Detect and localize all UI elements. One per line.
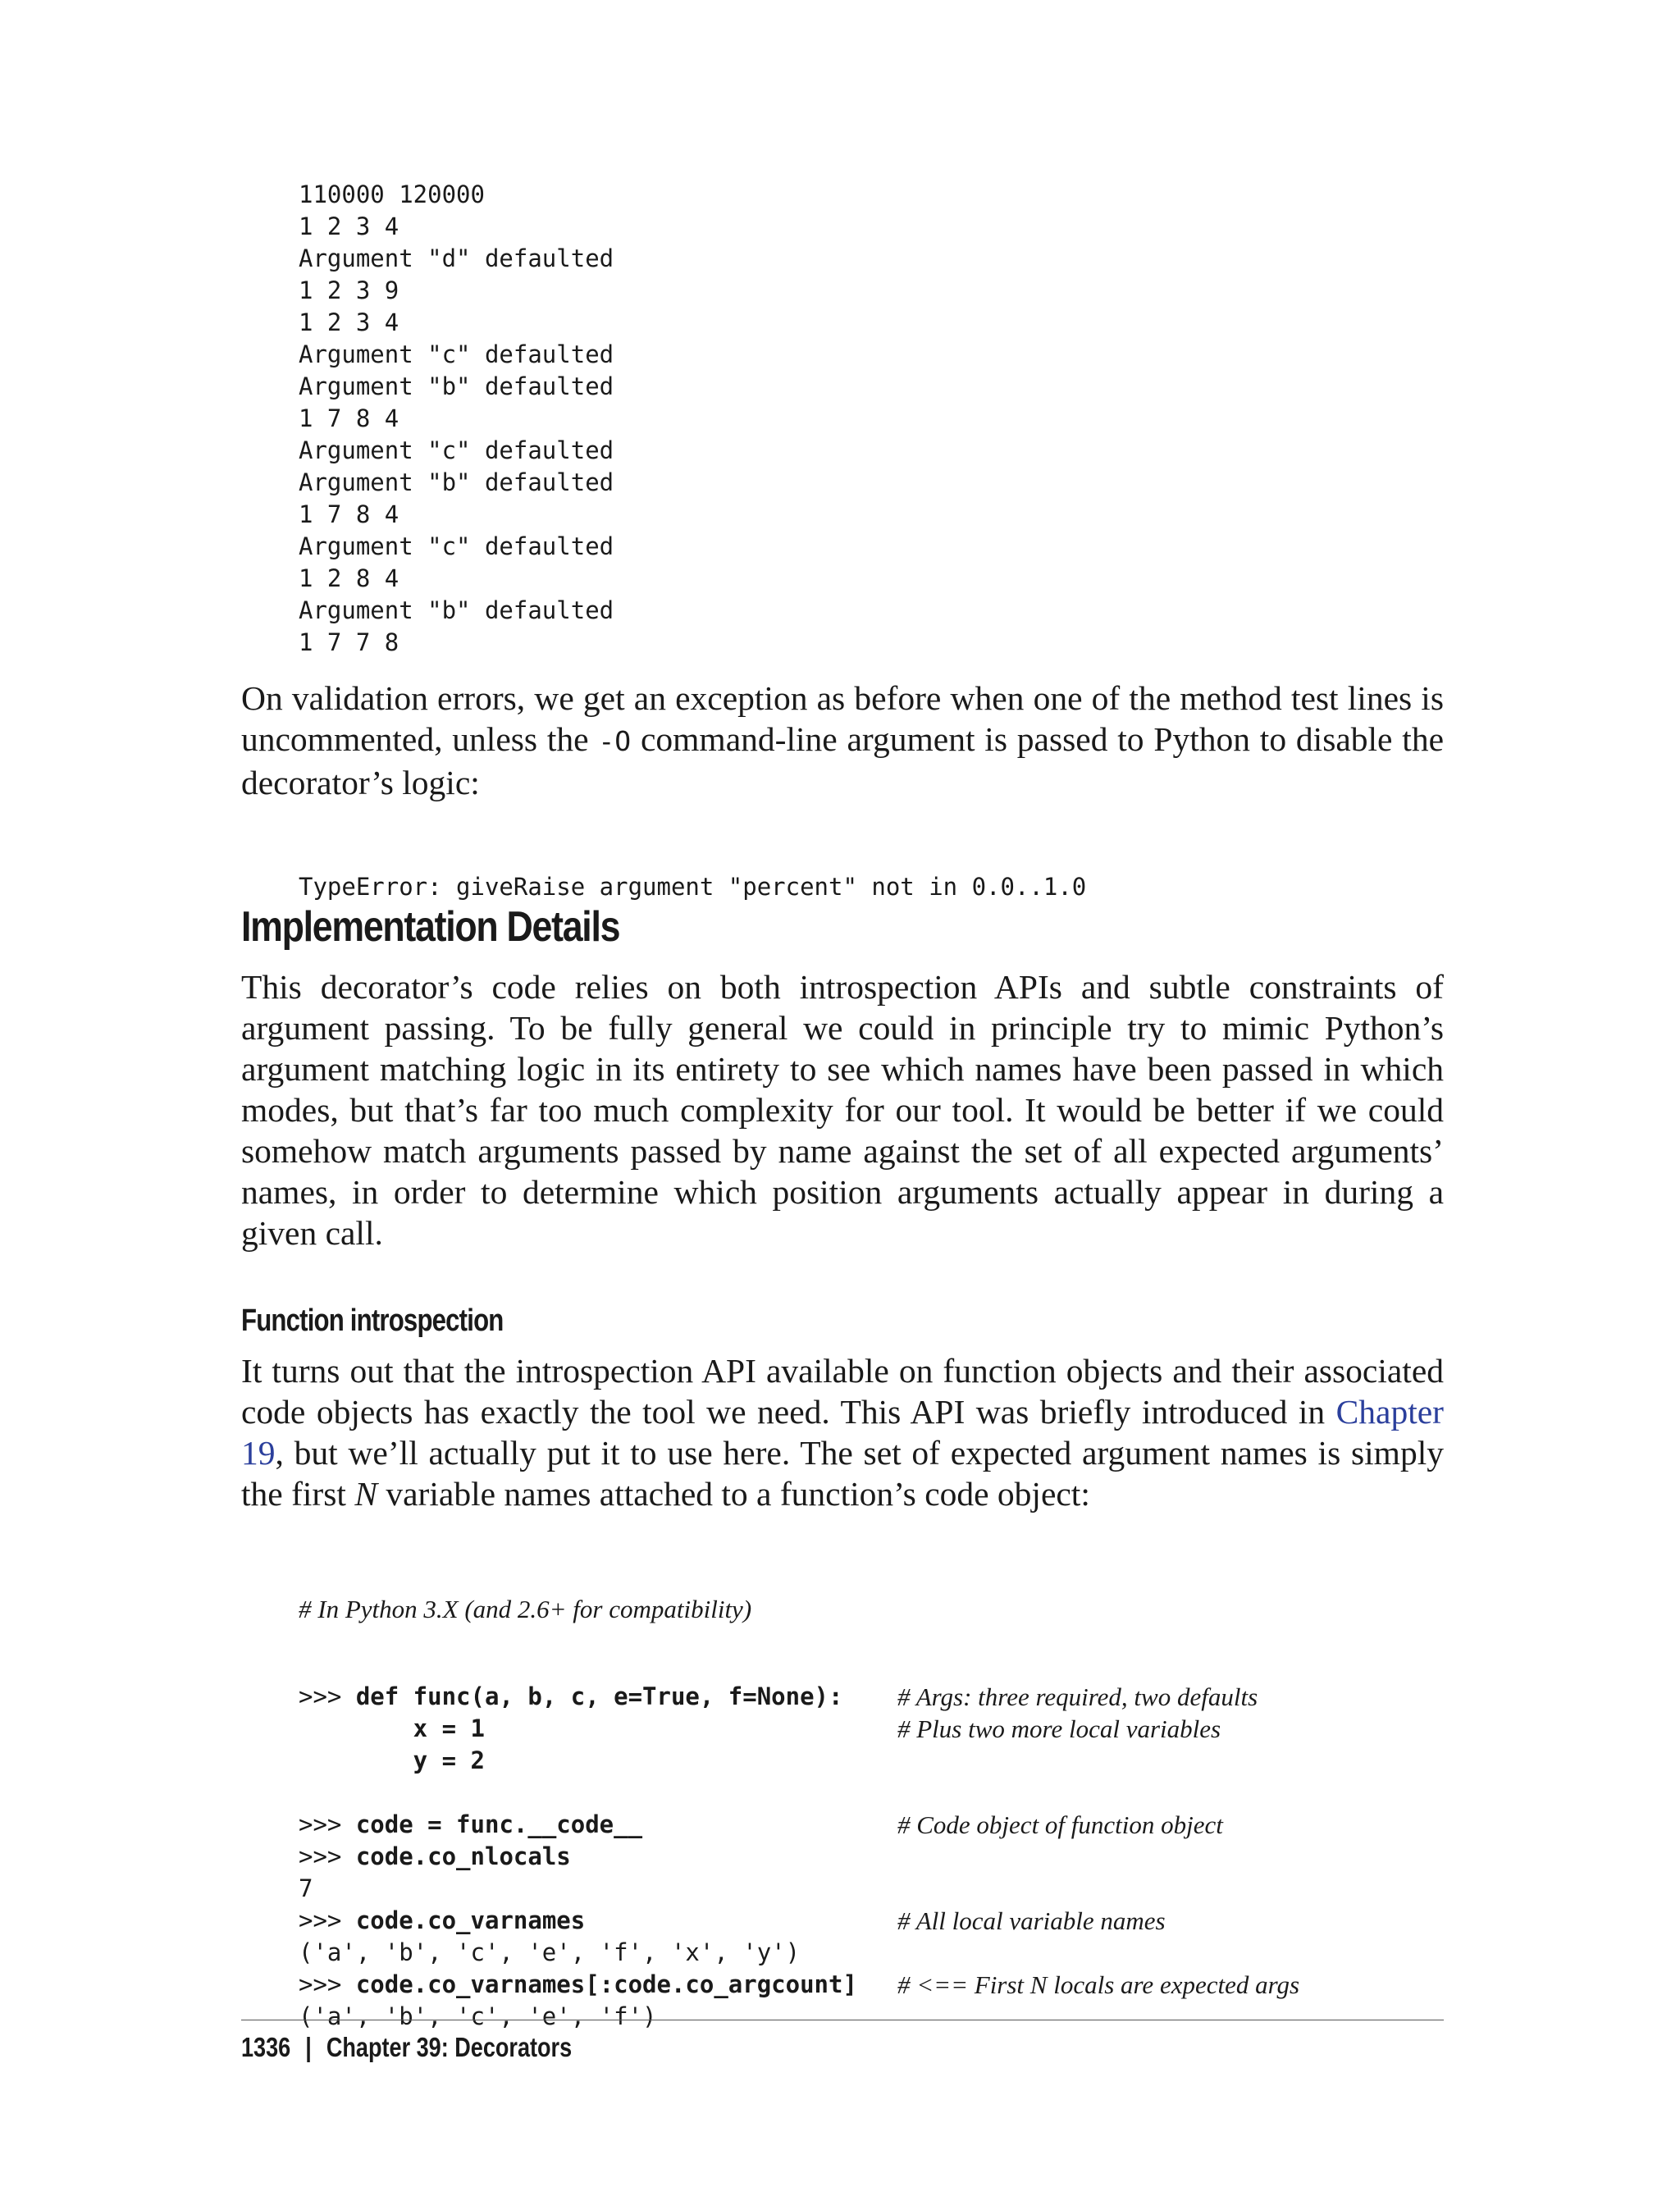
code-comment: # <== First N locals are expected args	[897, 1970, 1300, 1999]
output-line: Argument "c" defaulted	[299, 340, 614, 368]
inline-code-flag: -O	[598, 725, 632, 757]
para3-text-after: variable names attached to a function’s code object:	[377, 1475, 1090, 1513]
code-line	[299, 1873, 1365, 1905]
code-line	[299, 1809, 1365, 1841]
chapter-link[interactable]: Chapter 19	[241, 1393, 1444, 1472]
output-line: Argument "b" defaulted	[299, 372, 614, 400]
repl-prompt: >>>	[299, 1842, 356, 1870]
output-line: 1 2 3 4	[299, 212, 399, 240]
output-line: 1 7 8 4	[299, 500, 399, 528]
output-line: 1 2 3 4	[299, 308, 399, 336]
para1-text-before: On validation errors, we get an exception as before when one of the method test lines is uncommented, unless the	[241, 679, 1444, 758]
paragraph-implementation: This decorator’s code relies on both introspection APIs and subtle constraints of argument passing. To be fully general we could in principle try to mimic Python’s argument matching logic in its entirety to see which names have been passed in which modes, but that’s far too much complexity for our tool. It would be better if we could somehow match arguments passed by name against the set of all expected arguments’ names, in order to determine which position arguments actually appear in during a given call.	[241, 968, 1444, 1252]
code-output: ('a', 'b', 'c', 'e', 'f')	[299, 2002, 657, 2030]
math-variable: N	[354, 1475, 377, 1513]
code-line	[299, 1713, 1365, 1745]
code-comment: # All local variable names	[897, 1906, 1166, 1935]
page-footer	[241, 2029, 572, 2066]
code-comment: # Code object of function object	[897, 1810, 1223, 1839]
para3-text-middle: , but we’ll actually put it to use here. The set of expected argument names is simply the first	[241, 1434, 1444, 1513]
code-line	[299, 1777, 1365, 1809]
code-line	[299, 1905, 1365, 1937]
error-line: TypeError: giveRaise argument "percent" not in 0.0..1.0	[299, 873, 1087, 901]
output-line: 110000 120000	[299, 180, 485, 208]
code-input: def func(a, b, c, e=True, f=None):	[355, 1682, 843, 1710]
code-input: code.co_nlocals	[355, 1842, 571, 1870]
output-line: Argument "b" defaulted	[299, 596, 614, 624]
page-number: 1336	[241, 2032, 291, 2062]
program-output-block	[299, 179, 614, 659]
paragraph-function-introspection	[241, 1350, 1444, 1514]
footer-separator: |	[305, 2032, 312, 2062]
code-input: code = func.__code__	[355, 1810, 643, 1838]
code-input: code.co_varnames[:code.co_argcount]	[355, 1970, 857, 1998]
output-line: 1 7 8 4	[299, 404, 399, 432]
para3-text-before: It turns out that the introspection API available on function objects and their associated code objects has exactly the tool we need. This API was briefly introduced in	[241, 1352, 1444, 1431]
code-line	[299, 1937, 1365, 1969]
para1-text-after: command-line argument is passed to Python to disable the decorator’s logic:	[241, 720, 1444, 801]
repl-prompt: >>>	[299, 1906, 356, 1934]
repl-prompt: >>>	[299, 1970, 356, 1998]
code-line	[299, 1969, 1365, 2001]
paragraph-validation-errors	[241, 678, 1444, 803]
code-comment: # Args: three required, two defaults	[897, 1682, 1258, 1711]
section-heading: Implementation Details	[241, 903, 620, 951]
output-line: 1 2 8 4	[299, 564, 399, 592]
code-output: ('a', 'b', 'c', 'e', 'f', 'x', 'y')	[299, 1938, 801, 1966]
repl-prompt: >>>	[299, 1810, 356, 1838]
repl-prompt: >>>	[299, 1682, 356, 1710]
code-comment: # Plus two more local variables	[897, 1714, 1221, 1743]
code-line	[299, 1841, 1365, 1873]
code-line	[299, 1681, 1365, 1713]
output-line: Argument "c" defaulted	[299, 532, 614, 560]
code-output: 7	[299, 1874, 313, 1902]
output-line: Argument "b" defaulted	[299, 468, 614, 496]
introspection-code-block	[299, 1537, 1365, 2033]
chapter-title: Chapter 39: Decorators	[326, 2032, 573, 2062]
subsection-heading: Function introspection	[241, 1303, 504, 1338]
code-input: code.co_varnames	[355, 1906, 586, 1934]
code-line	[299, 2001, 1365, 2033]
code-line	[299, 1745, 1365, 1777]
output-line: 1 2 3 9	[299, 276, 399, 304]
code-input: y = 2	[299, 1746, 485, 1774]
output-line: Argument "c" defaulted	[299, 436, 614, 464]
code-input: x = 1	[299, 1714, 485, 1742]
output-line: 1 7 7 8	[299, 628, 399, 656]
code-comment-line: # In Python 3.X (and 2.6+ for compatibility)	[299, 1595, 752, 1623]
output-line: Argument "d" defaulted	[299, 244, 614, 272]
